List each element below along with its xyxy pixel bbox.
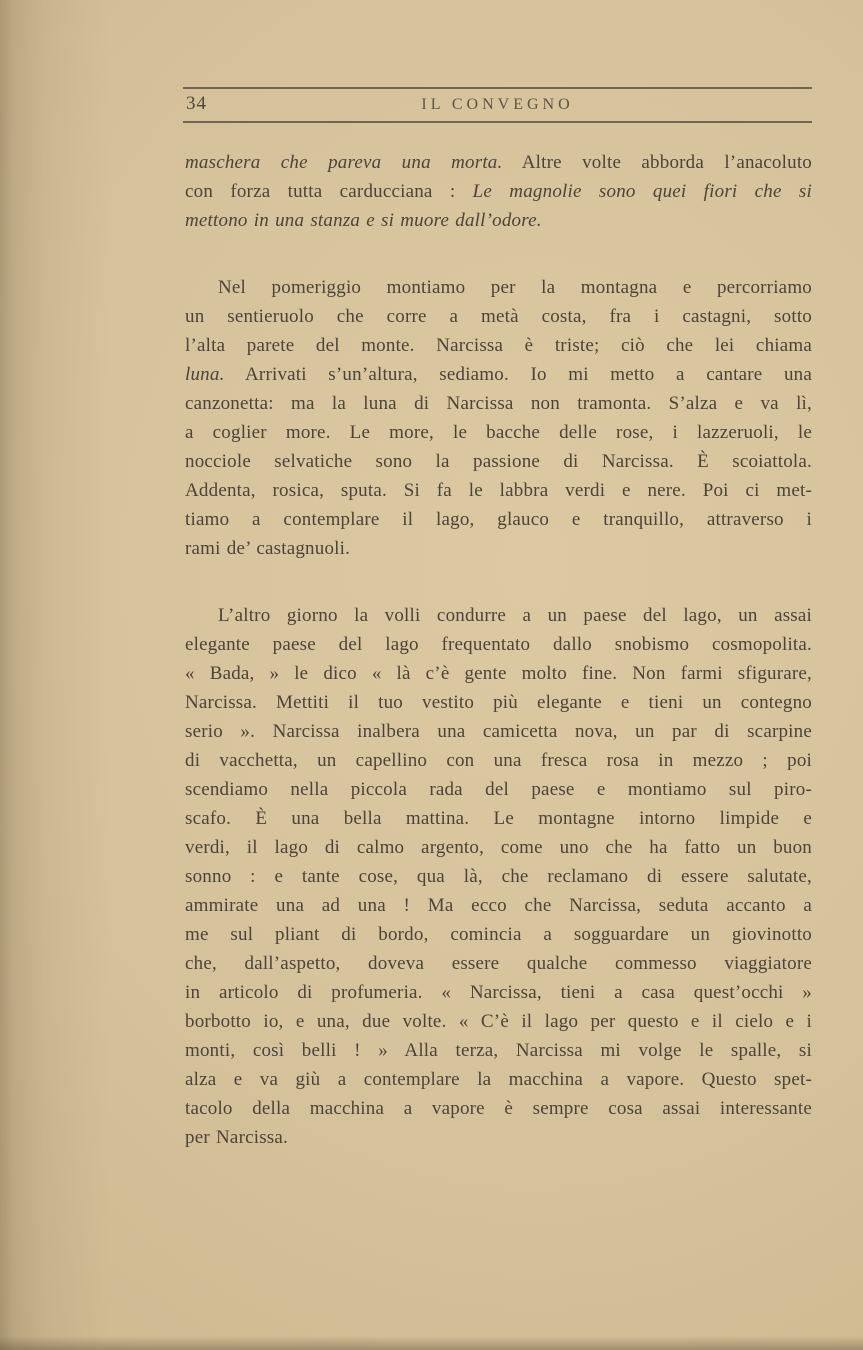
text-line (185, 978, 812, 1007)
text-segment: con forza tutta carducciana : (185, 181, 473, 202)
text-segment: L’altro giorno la volli condurre a un paese del lago, un assai (218, 605, 812, 626)
text-segment: Arrivati s’un’altura, sediamo. Io mi metto a cantare una (224, 364, 812, 385)
text-line (185, 630, 812, 659)
text-segment: elegante paese del lago frequentato dallo snobismo cosmopolita. (185, 634, 812, 655)
header-rule-top (183, 87, 812, 89)
text-segment: canzonetta: ma la luna di Narcissa non tramonta. S’alza e va lì, (185, 393, 812, 414)
text-line (185, 891, 812, 920)
text-line (185, 1123, 812, 1152)
text-segment: monti, così belli ! » Alla terza, Narcissa mi volge le spalle, si (185, 1040, 812, 1061)
text-segment: sonno : e tante cose, qua là, che reclamano di essere salutate, (185, 866, 812, 887)
text-segment: scafo. È una bella mattina. Le montagne intorno limpide e (185, 808, 812, 829)
paragraph (185, 148, 812, 235)
italic-text-segment: mettono in una stanza e si muore dall’odore. (185, 210, 542, 231)
running-title: IL CONVEGNO (421, 96, 574, 113)
text-segment: per Narcissa. (185, 1127, 288, 1148)
text-line (185, 601, 812, 630)
text-segment: Altre volte abborda l’anacoluto (502, 152, 812, 173)
text-segment: rami de’ castagnuoli. (185, 538, 351, 559)
paragraph (185, 601, 812, 1152)
text-line (185, 505, 812, 534)
text-line (185, 447, 812, 476)
text-segment: tiamo a contemplare il lago, glauco e tranquillo, attraverso i (185, 509, 812, 530)
text-line (185, 206, 812, 235)
text-line (185, 302, 812, 331)
text-segment: alza e va giù a contemplare la macchina a vapore. Questo spet- (185, 1069, 812, 1090)
text-line (185, 920, 812, 949)
text-segment: in articolo di profumeria. « Narcissa, tieni a casa quest’occhi » (185, 982, 812, 1003)
page-number: 34 (186, 93, 207, 114)
text-line (185, 949, 812, 978)
text-segment: me sul pliant di bordo, comincia a sogguardare un giovinotto (185, 924, 812, 945)
italic-text-segment: luna. (185, 364, 225, 385)
text-line (185, 1036, 812, 1065)
text-segment: « Bada, » le dico « là c’è gente molto fine. Non farmi sfigurare, (185, 663, 812, 684)
text-line (185, 688, 812, 717)
text-segment: un sentieruolo che corre a metà costa, fra i castagni, sotto (185, 306, 812, 327)
text-line (185, 177, 812, 206)
text-segment: di vacchetta, un capellino con una fresca rosa in mezzo ; poi (185, 750, 812, 771)
text-line (185, 389, 812, 418)
text-line (185, 862, 812, 891)
italic-text-segment: maschera che pareva una morta. (185, 152, 503, 173)
text-block (185, 148, 812, 1190)
text-segment: che, dall’aspetto, doveva essere qualche commesso viaggiatore (185, 953, 812, 974)
text-line (185, 746, 812, 775)
text-line (185, 1065, 812, 1094)
text-line (185, 331, 812, 360)
text-segment: l’alta parete del monte. Narcissa è triste; ciò che lei chiama (185, 335, 812, 356)
text-line (185, 534, 812, 563)
text-segment: ammirate una ad una ! Ma ecco che Narcissa, seduta accanto a (185, 895, 812, 916)
paragraph (185, 273, 812, 563)
text-segment: Addenta, rosica, sputa. Si fa le labbra verdi e nere. Poi ci met- (185, 480, 812, 501)
text-line (185, 659, 812, 688)
text-segment: scendiamo nella piccola rada del paese e montiamo sul piro- (185, 779, 812, 800)
text-segment: Narcissa. Mettiti il tuo vestito più elegante e tieni un contegno (185, 692, 812, 713)
italic-text-segment: Le magnolie sono quei fiori che si (472, 181, 812, 202)
text-line (185, 418, 812, 447)
text-segment: serio ». Narcissa inalbera una camicetta nova, un par di scarpine (185, 721, 812, 742)
text-line (185, 476, 812, 505)
text-line (185, 360, 812, 389)
text-line (185, 717, 812, 746)
text-line (185, 273, 812, 302)
text-segment: a coglier more. Le more, le bacche delle rose, i lazzeruoli, le (185, 422, 812, 443)
text-line (185, 1007, 812, 1036)
text-segment: verdi, il lago di calmo argento, come uno che ha fatto un buon (185, 837, 812, 858)
text-line (185, 804, 812, 833)
header-rule-bottom (183, 121, 812, 123)
text-segment: tacolo della macchina a vapore è sempre cosa assai interessante (185, 1098, 812, 1119)
text-line (185, 775, 812, 804)
text-line (185, 148, 812, 177)
text-segment: Nel pomeriggio montiamo per la montagna e percorriamo (218, 277, 812, 298)
text-line (185, 833, 812, 862)
text-line (185, 1094, 812, 1123)
text-segment: nocciole selvatiche sono la passione di Narcissa. È scoiattola. (185, 451, 812, 472)
text-segment: borbotto io, e una, due volte. « C’è il lago per questo e il cielo e i (185, 1011, 812, 1032)
